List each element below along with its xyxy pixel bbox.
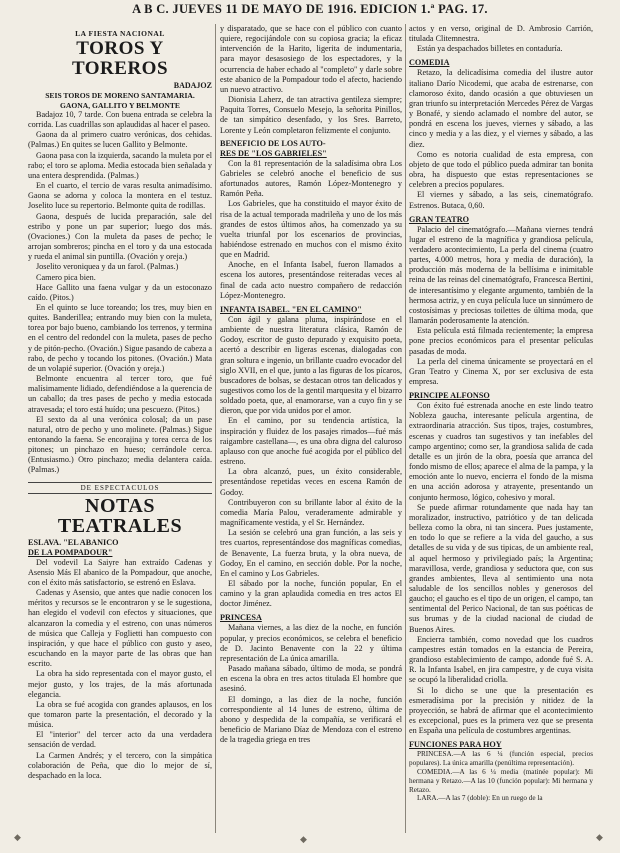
article-paragraph: Palacio del cinematógrafo.—Mañana viernes tendrá lugar el estreno de la magnífica y grandiosa película, verdadero acontecimiento, La perla del cinema (cuatro partes, 4.000 metros, hora y media de duración), la producción más moderna de la bellísima e inimitable reina de las reinas del cinematógrafo, Francesca Bertini, de interesantísimo y elegante argumento, también de la hermosa actriz, y en cuya película luce un sinnúmero de costosísimas y preciosas toilettes de última moda, que llamarán poderosamente la atención.	[409, 224, 593, 326]
column-2	[220, 24, 402, 832]
section-heading: DE LA POMPADOUR"	[28, 547, 113, 557]
article-paragraph: Se puede afirmar rotundamente que nada hay tan moralizador, instructivo, patriótico y de tan delicada belleza como la obra, ni tan sincera. Pues justamente, en todo lo que se refiere a la vida del gaucho, a sus detalles de su vida y de sus tipicas, de un ambiente real, al aquel hermoso y privilegiado país; la Argentina; maravillosa, verde, grandiosa y seductora que, con sus grandes ambientes, lleva al sentimiento una nota saludable de los sencillos nobles y generosos del gaucho; el gaucho es el tipo de un origen, el campo, tan sentimental del Perico Nacional, de tan sus poéticas de sus brumas y de la ciudad nacional de ciudad de Buenos Aires.	[409, 502, 593, 634]
article-paragraph: El sexto da al una verónica colosal; da un pase natural, otro de pecho y uno molinete. (Palmas.) Sigue entonando la faena. Se encorajina y torea cerca de los pitones; un pinchazo en hueso; cerrándole cerca. (Entusiasmo.) Otro pinchazo; media delantera caída. (Palmas.)	[28, 414, 212, 475]
column-rule	[215, 24, 216, 833]
section-heading: RES DE "LOS GABRIELES"	[220, 148, 327, 158]
section-heading: BENEFICIO DE LOS AUTO-	[220, 138, 326, 148]
dateline-place: BADAJOZ	[173, 81, 212, 90]
column-3	[409, 24, 593, 832]
article-paragraph: El "interior" del tercer acto da una verdadera sensación de verdad.	[28, 730, 212, 750]
page-mark-icon: ◆	[300, 834, 307, 844]
article-paragraph: Como es notoria cualidad de esta empresa, con objeto de que todo el público pueda admirar tan bonita obra, ha dispuesto que estas representaciones se celebren a precios populares.	[409, 149, 593, 190]
section-heading: FUNCIONES PARA HOY	[409, 740, 502, 750]
article-paragraph: En el camino, por su tendencia artística, la inspiración y fluidez de los pasajes rimados—fué más raigambre castellana—, es una obra digna del caluroso aplauso con que anoche fué acogida por el público del estreno.	[220, 416, 402, 467]
article-paragraph: La sesión se celebró una gran función, a las seis y tres cuartos, representándose dos magníficas comedias, de Benavente, La fuerza bruta, y la obra nueva, de Godoy, En el camino, en sección doble. Por la noche, En el camino y Los Gabrieles.	[220, 528, 402, 578]
section-heading: ESLAVA. "EL ABANICO	[28, 537, 119, 547]
article-paragraph: Con la 81 representación de la saladísima obra Los Gabrieles se celebró anoche el beneficio de sus afortunados autores, Ramón López-Montenegro y Ramón Peña.	[220, 158, 402, 199]
section-heading: PRINCESA	[220, 613, 262, 623]
page-mark-icon: ◆	[596, 832, 603, 842]
article-paragraph: Encierra también, como novedad que los cuadros campestres están tomados en la estancia de Pereira, grandioso establecimiento de campo, adonde fué S. A. R. la Infanta Isabel, en jira campestre, y de cuya visita se ocupó la liberalidad criolla.	[409, 634, 593, 685]
article-paragraph: Si lo dicho se une que la presentación es esmeradísima por la precisión y nitidez de la proyección, se habrá de afirmar que el acontecimiento es excepcional, pues es la primera vez que se presenta en España una película de costumbres argentinas.	[409, 685, 593, 736]
section-heading: COMEDIA	[409, 58, 450, 68]
article-paragraph: Con ágil y galana pluma, inspirándose en el ambiente de nuestra literatura clásica, Ramón de Godoy, escritor de gusto depurado y exquisito poeta, acertó a describir en ligeras escenas, dialogadas con gran soltura e ingenio, un brillante cuadro evocador del siglo XVII, en el que, junto a las figuras de los pícaros, buscadores de bolsas, se destacan otros tan delicados y sugestivos como los de la gentil marquesita y el bizarro soldado poeta, que, al enamorarse, van a cuyo fin y se dieron, que por vida unidos por el amor.	[220, 314, 402, 416]
article-paragraph: Badajoz 10, 7 tarde. Con buena entrada se celebra la corrida. Las cuadrillas son aplaudidas al hacer el paseo.	[28, 110, 212, 130]
headline-notas: NOTAS TEATRALES	[57, 494, 183, 537]
article-paragraph: Belmonte encuentra al tercer toro, que fué malísimamente lidiado, defendiéndose a la querencia de un caballo; da tres pases de pecho y media estocada atravesada; el toro está huído; una pescuezo. (Pitos.)	[28, 374, 212, 414]
listing-paragraph: LARA.—A las 7 (doble): En un ruego de la	[417, 794, 543, 803]
listing-paragraph: COMEDIA.—A las 6 ¼ media (matinée popular): Mi hermana y Retazo.—A las 10 (función popular): Mi hermana y Retazo.	[409, 767, 593, 794]
headline-toros: TOROS Y TOREROS	[71, 38, 169, 79]
article-paragraph: El sábado por la noche, función popular, En el camino y la gran aplaudida comedia en tres actos El doctor Jiménez.	[220, 578, 402, 609]
article-paragraph: Mañana viernes, a las diez de la noche, en función popular, y precios económicos, se celebra el beneficio de D. Jacinto Benavente con la 22 y última representación de La única amarilla.	[220, 623, 402, 663]
article-paragraph: En el cuarto, el tercio de varas resulta animadísimo. Gaona se adorna y coloca la montera en el testuz. Joselito luce su repertorio. Belmonte quita de rodillas.	[28, 181, 212, 211]
article-paragraph: El viernes y sábado, a las seis, cinematógrafo. Estrenos. Butaca, 0,60.	[409, 190, 593, 210]
article-paragraph: y disparatado, que se hace con el público con cuanto quiere, regocijándole con su copiosa gracia; la eficaz intervención de la Harito, ligerita de indumentaria, para mayor desasosiego de los espectadores, y la ocurrencia de haber echado al "completo" y darle sobre este abanico de la Pompadour todo el afecto, haciendo un nuevo atractivo.	[220, 24, 402, 94]
article-paragraph: La Carmen Andrés; y el tercero, con la simpática colaboración de Peña, que dio lo mejor de sí, despachado en la loca.	[28, 750, 212, 780]
article-paragraph: Cadenas y Asensio, que antes que nadie conocen los méritos y recursos se le encontraron y se le sugestiona, han elegido el vodevil con efectos y situaciones, que alcanzaron la comedia y el estreno, con unas números de música que Calleja y Foglietti han compuesto con inspiración, y que hace el público con gusto y aseo, escuchando en la mayor parte de las obras que han escrito.	[28, 588, 212, 669]
article-paragraph: La obra se fué acogida con grandes aplausos, en los que tomaron parte la presentación, el decorado y la música.	[28, 699, 212, 730]
article-paragraph: actos y en verso, original de D. Ambrosio Carrión, titulada Clitemnestra.	[409, 24, 593, 44]
article-paragraph: La obra alcanzó, pues, un éxito considerable, presentándose repetidas veces en escena Ramón de Godoy.	[220, 467, 402, 497]
article-paragraph: Gaona, después de lucida preparación, sale del estribo y pone un par superior; luego dos más. (Ovaciones.) Con la muleta da pases de pecho; le arrojan sombreros; pincha en el toro y da una estocada y rueda el animal sin puntilla. (Ovación y oreja.)	[28, 211, 212, 262]
article-paragraph: Gaona da al primero cuatro verónicas, dos cehidas. (Palmas.) En quites se lucen Gallito y Belmonte.	[28, 130, 212, 150]
subheadline: GAONA, GALLITO Y BELMONTE	[60, 100, 180, 110]
section-divider: DE ESPECTACULOS	[28, 482, 212, 494]
article-paragraph: Gaona pasa con la izquierda, sacando la muleta por el rabo; el toro se aploma. Media estocada bien señalada y una entera desprendida. (Palmas.)	[28, 150, 212, 180]
article-paragraph: La obra ha sido representada con el mayor gusto, el mejor gusto, y los trajes, de la más afortunada elegancia.	[28, 669, 212, 699]
article-paragraph: Anoche, en el Infanta Isabel, fueron llamados a escena los autores, presentándose reiteradas veces al final de cada acto nuestro compañero de redacción López-Montenegro.	[220, 260, 402, 300]
listing-paragraph: PRINCESA.—A las 6 ¼ (función especial, precios populares). La única amarilla (penúltima representación).	[409, 750, 593, 768]
article-paragraph: El domingo, a las diez de la noche, función correspondiente al 14 lunes de estreno, última de abono y despedida de la compañía, se verificará el beneficio de Mariano Díaz de Mendoza con el estreno de la tragedia griega en tres	[220, 694, 402, 745]
article-paragraph: Esta película está filmada recientemente; la empresa pone precios económicos para el presentar películas pasadas de moda.	[409, 326, 593, 356]
page-mark-icon: ◆	[14, 832, 21, 842]
article-paragraph: Dionisia Laherz, de tan atractiva gentileza siempre; Paquita Torres, Consuelo Mesejo, la señorita Pinillos, de tan simpático desenfado, y los Sres. Barreto, Lorente y León completaron felizmente el conjunto.	[220, 95, 402, 135]
article-paragraph: Retazo, la delicadísima comedia del ilustre autor italiano Darío Nicodemi, que acaba de estrenarse, con clamoroso éxito, dando ocasión a que obtuviesen un gran triunfo su interpretación Mercedes Pérez de Vargas y Bonafé, y siendo aclamado el nombre del autor, se pondrá en escena los jueves, viernes y sábado, a las cinco y media y a las diez, y el viernes y sábado, a las diez.	[409, 68, 593, 149]
column-rule	[405, 24, 406, 833]
article-paragraph: Joselito veroniquea y da un farol. (Palmas.)	[36, 262, 179, 272]
article-paragraph: Contribuyeron con su brillante labor al éxito de la comedia María Palou, veraderamente admirable y magníficamente vestida, y el Sr. Hernández.	[220, 497, 402, 528]
masthead: A B C. JUEVES 11 DE MAYO DE 1916. EDICION 1.ª PAG. 17.	[132, 2, 488, 16]
column-1	[28, 24, 212, 832]
article-paragraph: En el quinto se luce toreando; los tres, muy bien en quites. Banderillea; entrando muy bien con la muleta, torea por bajo bueno, cambiando los terrenos, y termina en el centro del redondel con la muleta, pases de pecho y de pitón-pecho. (Ovación.) Sigue pasando de cabeza a rabo, de pecho y tocando los pitones. (Ovación.) Mata de un volapié superior. (Ovación y oreja.)	[28, 302, 212, 373]
subheadline: SEIS TOROS DE MORENO SANTAMARIA.	[45, 91, 195, 100]
article-paragraph: Están ya despachados billetes en contaduría.	[417, 44, 563, 54]
article-paragraph: Del vodevil La Saiyre han extraído Cadenas y Asensio Más El abanico de la Pompadour, que anoche, con el éxito más satisfactorio, se estrenó en Eslava.	[28, 557, 212, 587]
article-paragraph: Pasado mañana sábado, último de moda, se pondrá en escena la obra en tres actos titulada El hombre que asesinó.	[220, 664, 402, 694]
section-heading: INFANTA ISABEL. "EN EL CAMINO"	[220, 304, 362, 314]
article-paragraph: Con éxito fué estrenada anoche en este lindo teatro Nobleza gaucha, interesante película argentina, de extraordinaria atracción. Sus tipos, trajes, costumbres, escenas y cuadros tan sugestivos y tan inefables del campo argentino; como ser, la grandiosa salida de cada detalle es un jirón de la obra, poesía que arranca del fondo mismo de ellos; aparece el alma de la pampa, y la emoción ante lo nuevo, encierra el fondo de la misma en una acción adorosa y atrayente, presentando un conjunto hermoso, lógico, cohesivo y moral.	[409, 401, 593, 502]
article-paragraph: La perla del cinema únicamente se proyectará en el Gran Teatro y Cinema X, por ser exclusiva de esta empresa.	[409, 356, 593, 386]
article-paragraph: Los Gabrieles, que ha constituido el mayor éxito de risa de la actual temporada madrileña y uno de los más grandes de estos últimos años, ha comenzado ya su vuelta triunfal por los escenarios de provincias, habiéndose estrenado en muchos con el mismo éxito que en Madrid.	[220, 199, 402, 260]
section-kicker: LA FIESTA NACIONAL	[75, 29, 165, 38]
article-paragraph: Camero pica bien.	[36, 272, 96, 282]
section-heading: PRINCIPE ALFONSO	[409, 391, 490, 401]
article-paragraph: Hace Gallito una faena vulgar y da un estoconazo caído. (Pitos.)	[28, 282, 212, 302]
section-heading: GRAN TEATRO	[409, 214, 469, 224]
